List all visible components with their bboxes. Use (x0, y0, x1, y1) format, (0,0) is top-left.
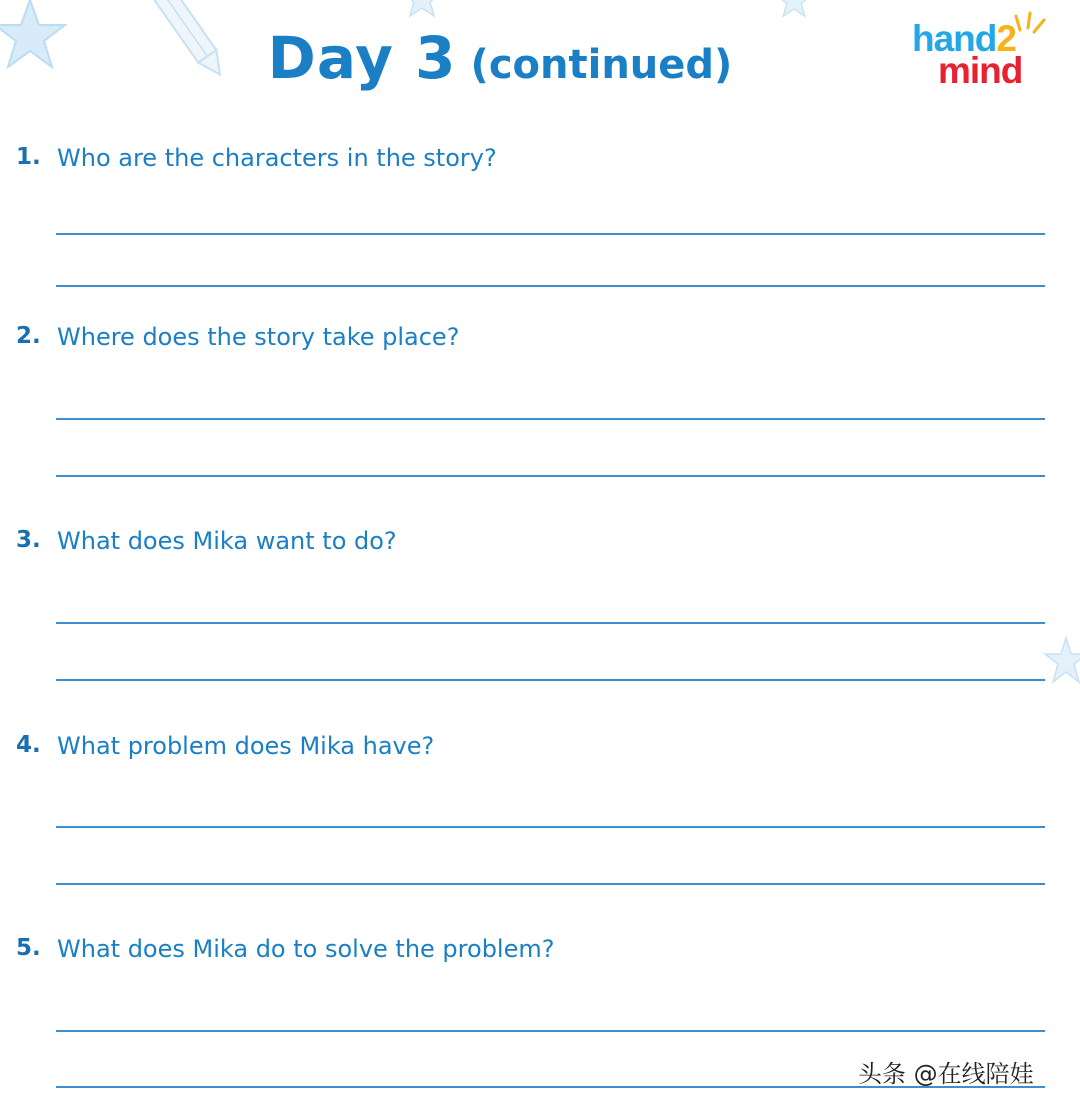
logo-line1: hand2 (912, 18, 1016, 59)
answer-line[interactable] (56, 475, 1045, 477)
sunburst-icon (1012, 10, 1052, 44)
answer-line[interactable] (56, 1030, 1045, 1032)
star-icon (774, 0, 814, 18)
question-number: 4. (16, 732, 41, 758)
question-4 (0, 732, 1080, 762)
hand2mind-logo (912, 20, 1052, 94)
answer-line[interactable] (56, 418, 1045, 420)
question-text: Who are the characters in the story? (57, 144, 497, 172)
question-text: Where does the story take place? (57, 323, 460, 351)
question-number: 1. (16, 144, 41, 170)
answer-line[interactable] (56, 826, 1045, 828)
question-1 (0, 144, 1080, 174)
answer-line[interactable] (56, 233, 1045, 235)
question-text: What does Mika do to solve the problem? (57, 935, 555, 963)
answer-line[interactable] (56, 285, 1045, 287)
star-icon (1040, 636, 1080, 688)
answer-line[interactable] (56, 883, 1045, 885)
question-text: What problem does Mika have? (57, 732, 435, 760)
question-number: 5. (16, 935, 41, 961)
star-icon (400, 0, 444, 18)
question-5 (0, 935, 1080, 965)
answer-line[interactable] (56, 622, 1045, 624)
question-text: What does Mika want to do? (57, 527, 397, 555)
watermark: 头条 @在线陪娃 (858, 1060, 1034, 1088)
answer-line[interactable] (56, 679, 1045, 681)
page-title (0, 24, 1000, 92)
question-2 (0, 323, 1080, 353)
question-number: 3. (16, 527, 41, 553)
question-3 (0, 527, 1080, 557)
logo-line2: mind (938, 50, 1023, 91)
question-number: 2. (16, 323, 41, 349)
title-subtitle: (continued) (470, 42, 733, 88)
title-main: Day 3 (267, 24, 457, 92)
